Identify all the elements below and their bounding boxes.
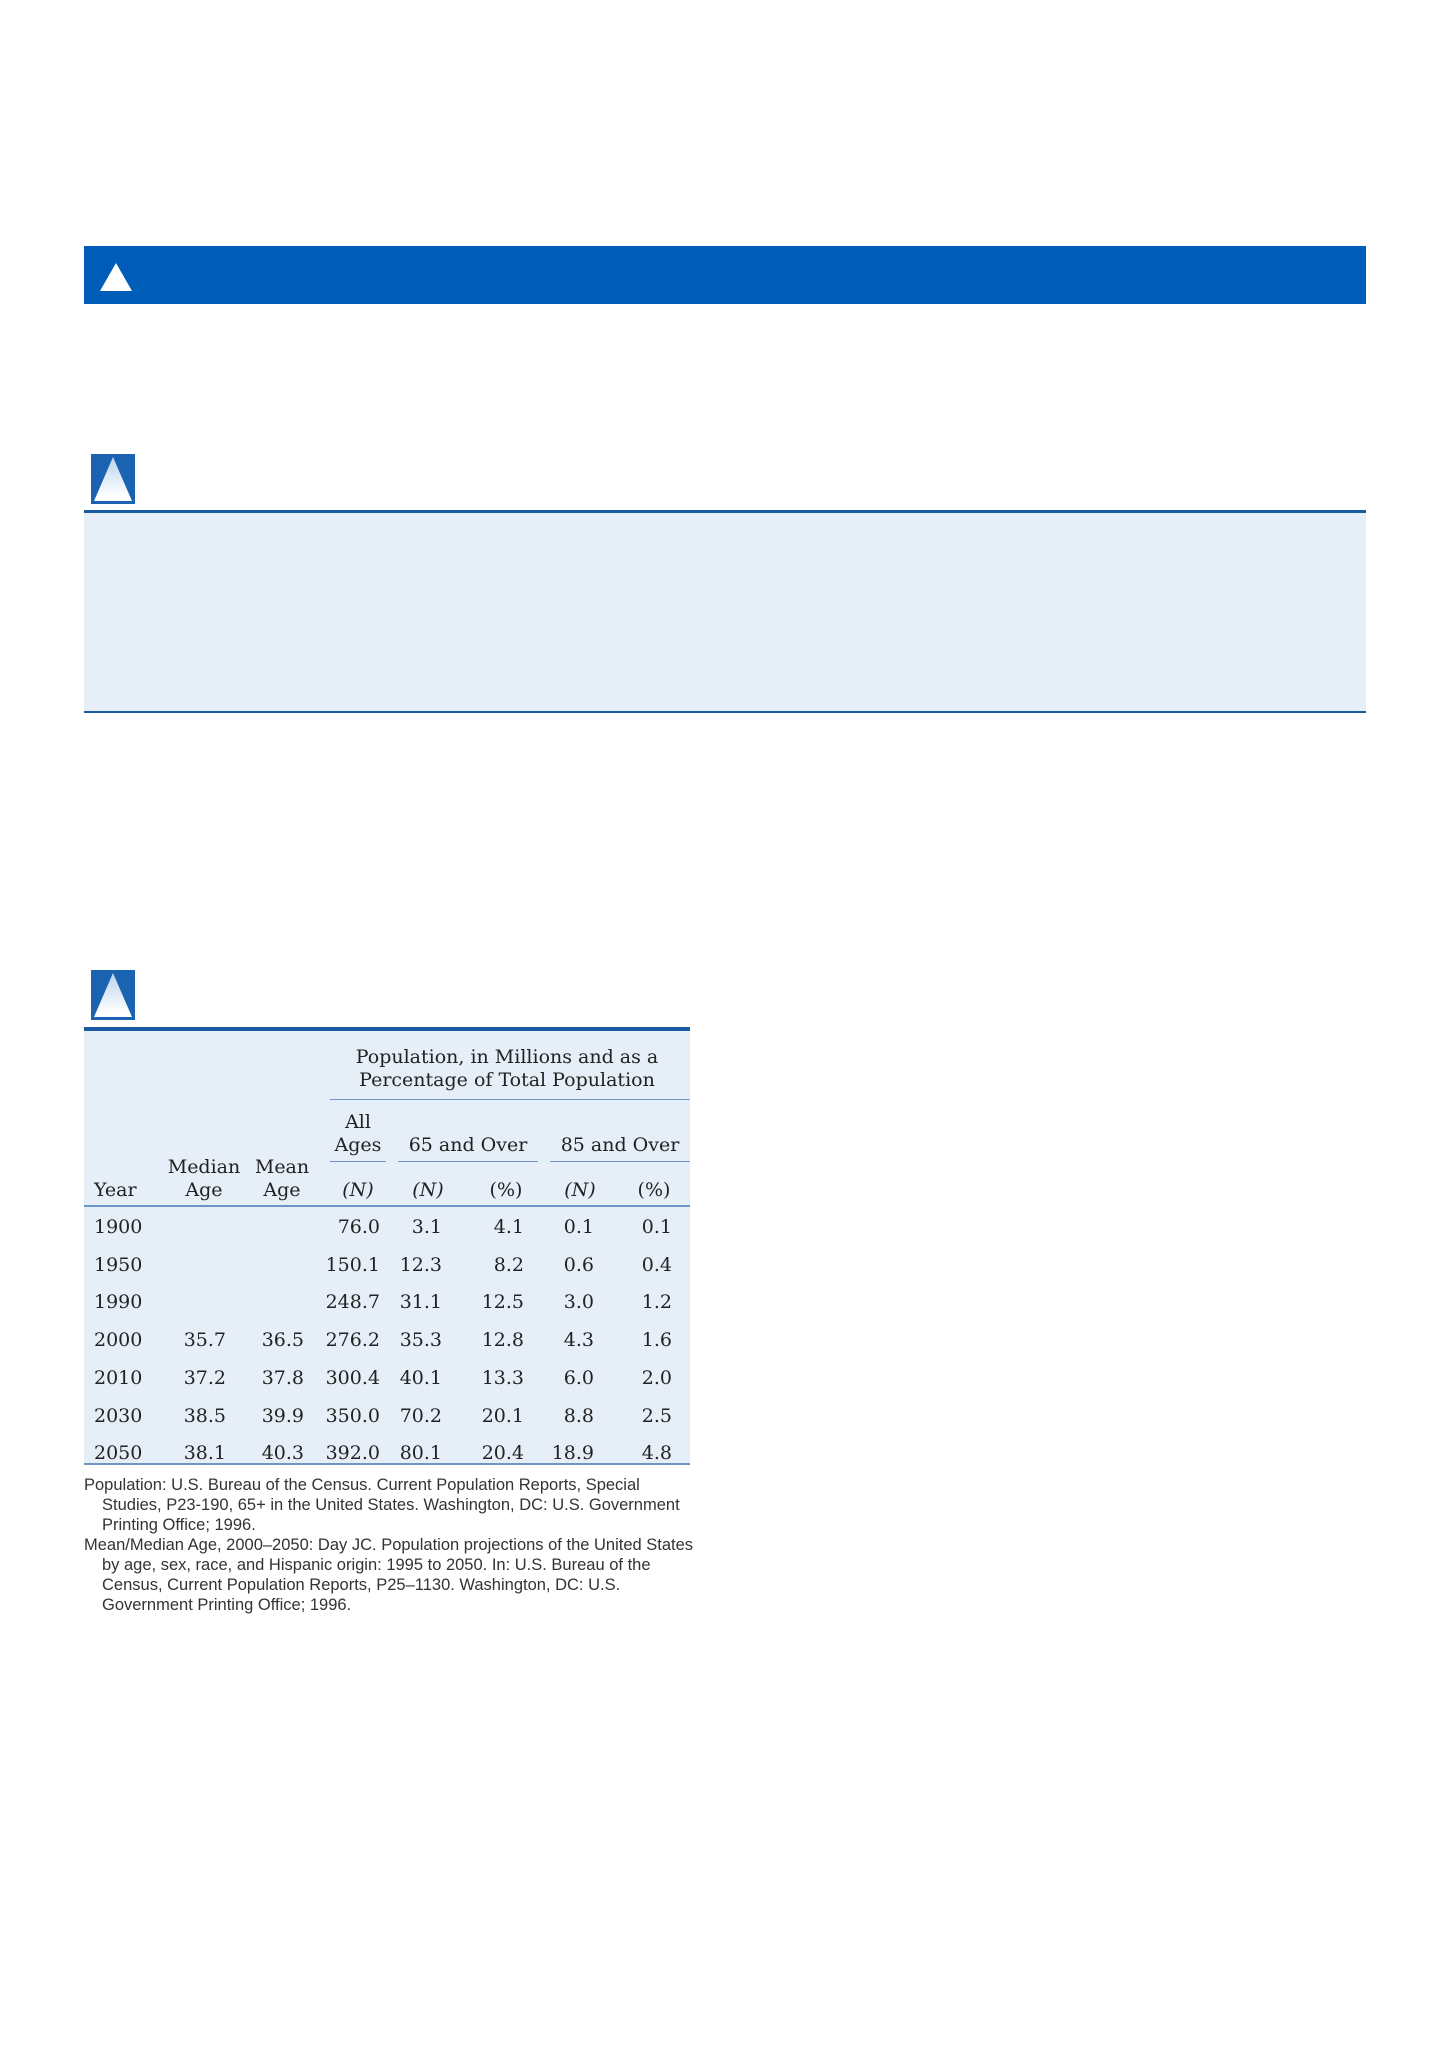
sub-n-65: (N) bbox=[412, 1179, 444, 1201]
table-cell-mean: 36.5 bbox=[261, 1329, 304, 1352]
table-cell-all: 276.2 bbox=[325, 1329, 380, 1352]
header-group-line1: Population, in Millions and as a bbox=[355, 1046, 659, 1068]
table-cell-all: 248.7 bbox=[325, 1291, 380, 1314]
table-cell-n85: 18.9 bbox=[551, 1442, 594, 1465]
header-85-over: 85 and Over bbox=[560, 1134, 680, 1156]
divider bbox=[330, 1099, 690, 1100]
table-cell-n85: 8.8 bbox=[563, 1404, 594, 1427]
sub-n-all: (N) bbox=[342, 1179, 374, 1201]
table-cell-mean: 40.3 bbox=[261, 1442, 304, 1465]
table-cell-median: 37.2 bbox=[183, 1366, 226, 1389]
note-population: Population: U.S. Bureau of the Census. Current Population Reports, Special Studies, P23-190, 65+ in the United States. Washington, DC: U.S. Government Printing Office; 1996. bbox=[84, 1476, 680, 1534]
table-cell-year: 1950 bbox=[94, 1253, 143, 1276]
table-cell-all: 150.1 bbox=[325, 1253, 380, 1276]
table-cell-n85: 3.0 bbox=[563, 1291, 594, 1314]
header-all-line2: Ages bbox=[334, 1134, 382, 1156]
table-cell-mean: 39.9 bbox=[261, 1404, 304, 1427]
table-cell-all: 300.4 bbox=[325, 1366, 380, 1389]
table-cell-all: 76.0 bbox=[337, 1216, 380, 1238]
table-cell-n85: 0.1 bbox=[563, 1216, 594, 1238]
sub-pct-65: (%) bbox=[489, 1179, 523, 1201]
table-cell-p65: 13.3 bbox=[481, 1366, 524, 1389]
header-divider bbox=[84, 1205, 690, 1207]
table-cell-p85: 2.0 bbox=[641, 1366, 672, 1389]
triangle-badge-icon bbox=[91, 970, 135, 1020]
table-cell-n65: 80.1 bbox=[399, 1442, 442, 1465]
section-banner bbox=[84, 246, 1366, 304]
table-cell-year: 2030 bbox=[94, 1404, 143, 1427]
shaded-box bbox=[84, 510, 1366, 713]
table-cell-median: 35.7 bbox=[183, 1329, 226, 1352]
table-cell-p65: 4.1 bbox=[493, 1216, 524, 1238]
table-cell-n85: 0.6 bbox=[563, 1253, 594, 1276]
table-cell-n65: 3.1 bbox=[411, 1216, 442, 1238]
table-cell-n65: 35.3 bbox=[399, 1329, 442, 1352]
table-cell-p65: 12.5 bbox=[481, 1291, 524, 1314]
table-cell-p65: 20.1 bbox=[481, 1404, 524, 1427]
population-table bbox=[84, 1027, 690, 1465]
header-mean-line2: Age bbox=[263, 1179, 301, 1201]
divider bbox=[398, 1161, 538, 1162]
table-cell-p85: 0.4 bbox=[641, 1253, 672, 1276]
table-cell-p85: 2.5 bbox=[641, 1404, 672, 1427]
table-cell-year: 2050 bbox=[94, 1442, 143, 1465]
table-cell-all: 350.0 bbox=[325, 1404, 380, 1427]
header-median-line1: Median bbox=[167, 1156, 241, 1178]
table-cell-mean: 37.8 bbox=[261, 1366, 304, 1389]
table-cell-year: 2000 bbox=[94, 1329, 143, 1352]
table-cell-n65: 31.1 bbox=[399, 1291, 442, 1314]
table-cell-year: 2010 bbox=[94, 1366, 143, 1389]
triangle-badge-icon bbox=[91, 454, 135, 504]
table-cell-year: 1990 bbox=[94, 1291, 143, 1314]
table-cell-p65: 12.8 bbox=[481, 1329, 524, 1352]
table-cell-n85: 4.3 bbox=[563, 1329, 594, 1352]
note-age: Mean/Median Age, 2000–2050: Day JC. Population projections of the United States by age, sex, race, and Hispanic origin: 1995 to 2050. In: U.S. Bureau of the Census, Current Population Reports, P25–1130. Washington, DC: U.S. Government Printing Office; 1996. bbox=[84, 1536, 694, 1614]
table-cell-p85: 4.8 bbox=[641, 1442, 672, 1465]
divider bbox=[550, 1161, 690, 1162]
table-cell-median: 38.1 bbox=[183, 1442, 226, 1465]
table-cell-p85: 0.1 bbox=[641, 1216, 672, 1238]
table-cell-n65: 40.1 bbox=[399, 1366, 442, 1389]
sub-pct-85: (%) bbox=[637, 1179, 671, 1201]
header-median-line2: Age bbox=[185, 1179, 223, 1201]
divider bbox=[330, 1161, 386, 1162]
header-65-over: 65 and Over bbox=[408, 1134, 528, 1156]
table-cell-p65: 20.4 bbox=[481, 1442, 524, 1465]
table-cell-all: 392.0 bbox=[325, 1442, 380, 1465]
sub-n-85: (N) bbox=[564, 1179, 596, 1201]
triangle-icon bbox=[100, 263, 132, 291]
source-notes bbox=[84, 1475, 704, 1615]
header-all-line1: All bbox=[345, 1111, 371, 1133]
table-cell-n65: 70.2 bbox=[399, 1404, 442, 1427]
header-year: Year bbox=[94, 1179, 137, 1201]
header-group-line2: Percentage of Total Population bbox=[359, 1069, 655, 1091]
header-mean-line1: Mean bbox=[254, 1156, 310, 1178]
table-cell-p85: 1.6 bbox=[641, 1329, 672, 1352]
table-cell-year: 1900 bbox=[94, 1216, 143, 1238]
table-cell-p85: 1.2 bbox=[641, 1291, 672, 1314]
table-cell-n85: 6.0 bbox=[563, 1366, 594, 1389]
table-cell-p65: 8.2 bbox=[493, 1253, 524, 1276]
table-cell-median: 38.5 bbox=[183, 1404, 226, 1427]
table-cell-n65: 12.3 bbox=[399, 1253, 442, 1276]
